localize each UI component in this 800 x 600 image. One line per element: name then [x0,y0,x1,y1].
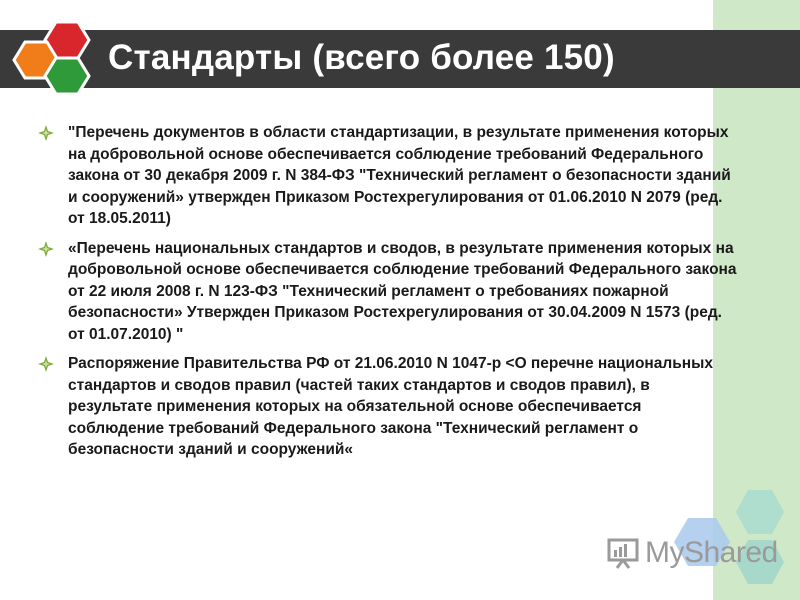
list-item [38,353,738,461]
list-item [38,238,738,346]
diamond-bullet-icon [38,241,54,257]
list-item [38,122,738,230]
watermark [607,536,778,570]
bullet-list [38,122,738,469]
green-hexagon [45,58,89,94]
diamond-bullet-icon [38,125,54,141]
bullet-text: "Перечень документов в области стандартизации, в результате применения которых на добровольной основе обеспечивается соблюдение требований Федерального закона от 30 декабря 2009 г. N 384-ФЗ "Технический регламент о безопасности зданий и сооружений» утвержден Приказом Ростехрегулирования от 01.06.2010 N 2079 (ред. от 18.05.2011) [68,124,731,227]
bullet-text: «Перечень национальных стандартов и сводов, в результате применения которых на добровольной основе обеспечивается соблюдение требований Федерального закона от 22 июля 2008 г. N 123-ФЗ "Технический регламент о требованиях пожарной безопасности» Утвержден Приказом Ростехрегулирования от 30.04.2009 N 1573 (ред. от 01.07.2010) " [68,239,737,343]
presentation-board-icon [607,536,641,570]
hexagon-cluster-icon [12,18,96,96]
watermark-text: MyShared [645,536,778,569]
bullet-text: Распоряжение Правительства РФ от 21.06.2010 N 1047-р <О перечне национальных стандартов и сводов правил (частей таких стандартов и сводов правил), в результате применения которых на обязательной основе обеспечивается соблюдение требований Федерального закона "Технический регламент о безопасности зданий и сооружений« [68,355,713,458]
diamond-bullet-icon [38,356,54,372]
slide-title: Стандарты (всего более 150) [108,38,615,77]
